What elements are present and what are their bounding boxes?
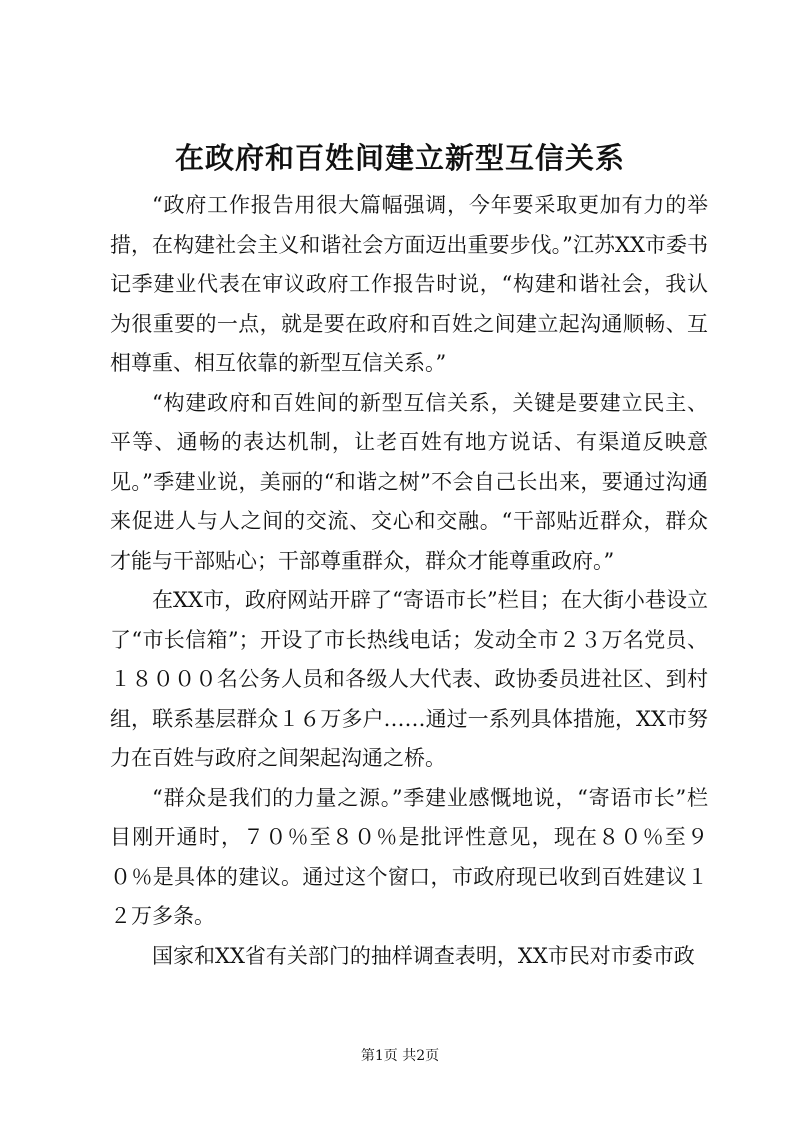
paragraph-2: “构建政府和百姓间的新型互信关系，关键是要建立民主、平等、通畅的表达机制，让老百姓有地方说话、有渠道反映意见。”季建业说，美丽的“和谐之树”不会自己长出来，要通过沟通来促进人与人之间的交流、交心和交融。“干部贴近群众，群众才能与干部贴心；干部尊重群众，群众才能尊重政府。” [110,390,708,573]
paragraph-4: “群众是我们的力量之源。”季建业感慨地说，“寄语市长”栏目刚开通时，７０％至８０％是批评性意见，现在８０％至９０％是具体的建议。通过这个窗口，市政府现已收到百姓建议１２万多条。 [110,785,708,928]
page-footer: 第1页 共2页 [360,1048,440,1064]
paragraph-1: “政府工作报告用很大篇幅强调，今年要采取更加有力的举措，在构建社会主义和谐社会方面迈出重要步伐。”江苏XX市委书记季建业代表在审议政府工作报告时说，“构建和谐社会，我认为很重要的一点，就是要在政府和百姓之间建立起沟通顺畅、互相尊重、相互依靠的新型互信关系。” [110,193,708,375]
document-body [110,186,708,976]
document-title: 在政府和百姓间建立新型互信关系 [174,141,625,175]
paragraph-5: 国家和XX省有关部门的抽样调查表明，XX市民对市委市政 [152,943,695,968]
paragraph-3: 在XX市，政府网站开辟了“寄语市长”栏目；在大街小巷设立了“市长信箱”；开设了市长热线电话；发动全市２３万名党员、１８０００名公务人员和各级人大代表、政协委员进社区、到村组，联系基层群众１６万多户……通过一系列具体措施，XX市努力在百姓与政府之间架起沟通之桥。 [110,588,708,770]
